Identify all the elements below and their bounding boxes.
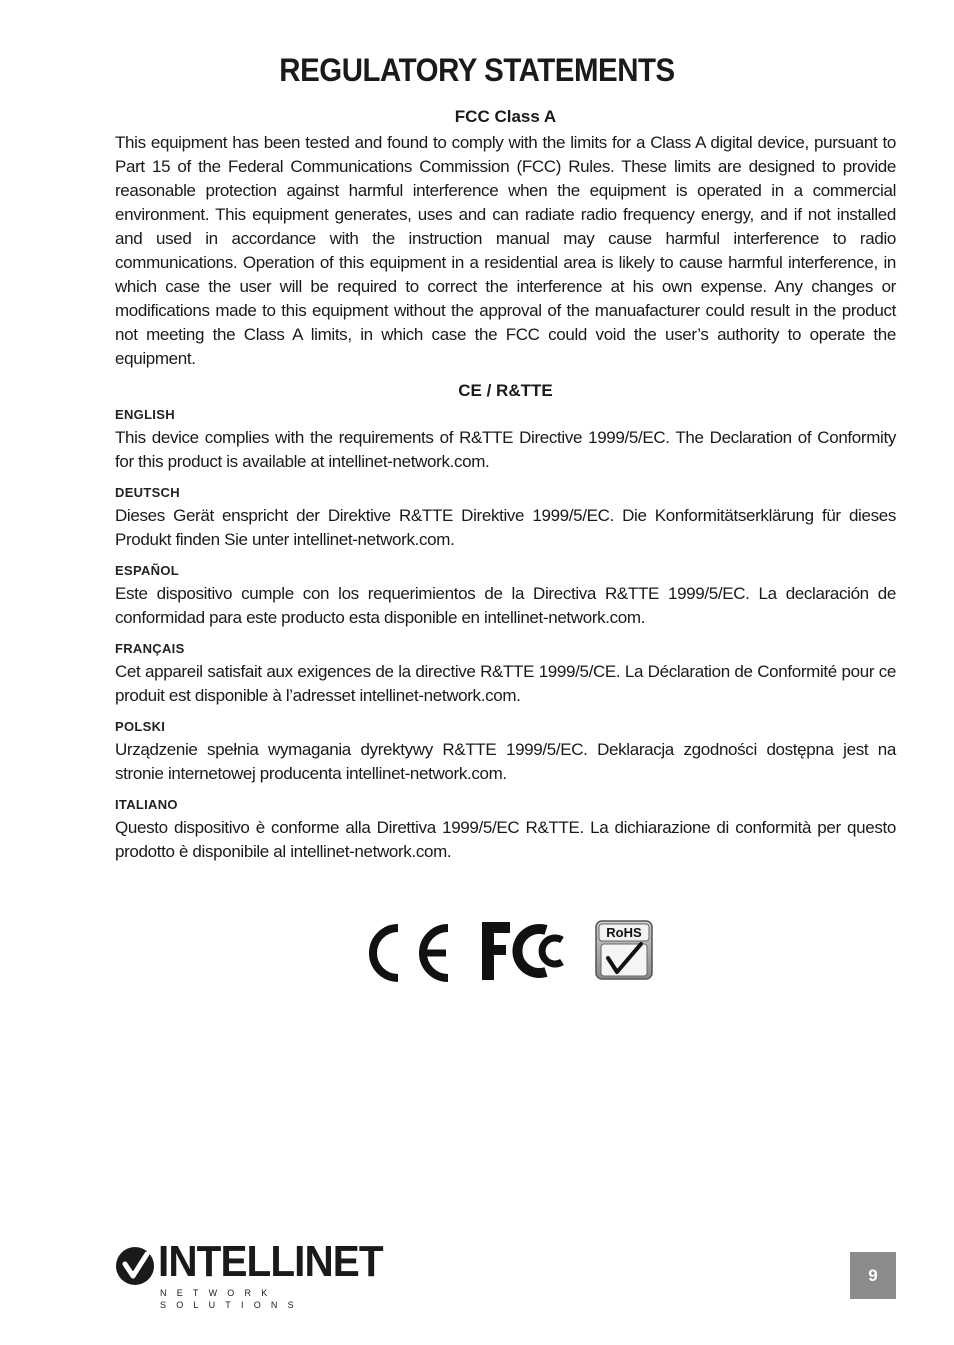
intellinet-logo [115,1237,400,1310]
lang-block-english [115,405,896,474]
ce-section [115,380,896,864]
lang-statement: Este dispositivo cumple con los requerimientos de la Directiva R&TTE 1999/5/EC. La declaración de conformidad para este producto esta disponible en intellinet-network.com. [115,584,896,627]
main-content [115,106,896,873]
lang-block-italiano [115,795,896,864]
lang-statement: Dieses Gerät enspricht der Direktive R&TTE Direktive 1999/5/EC. Die Konformitätserklärung für dieses Produkt finden Sie unter intellinet-network.com. [115,506,896,549]
certification-logos [360,918,660,984]
ce-mark-icon [362,922,452,984]
fcc-section [115,106,896,371]
lang-label: FRANÇAIS [115,641,185,656]
lang-label: ESPAÑOL [115,563,179,578]
fcc-logo-icon [482,922,568,980]
brand-name: INTELLINET [158,1237,383,1286]
ce-heading: CE / R&TTE [458,381,553,400]
lang-statement: Cet appareil satisfait aux exigences de la directive R&TTE 1999/5/CE. La Déclaration de Conformité pour ce produit est disponible à l’adresset intellinet-network.com. [115,662,896,705]
fcc-statement: This equipment has been tested and found to comply with the limits for a Class A digital device, pursuant to Part 15 of the Federal Communications Commission (FCC) Rules. These limits are designed to provide reasonable protection against harmful interference when the equipment is operated in a commercial environment. This equipment generates, uses and can radiate radio frequency energy, and if not installed and used in accordance with the instruction manual may cause harmful interference to radio communications. Operation of this equipment in a residential area is likely to cause harmful interference, in which case the user will be required to correct the interference at his own expense. Any changes or modifications made to this equipment without the approval of the manuafacturer could result in the product not meeting the Class A limits, in which case the FCC could void the user’s authority to operate the equipment. [115,133,896,368]
rohs-label: RoHS [606,925,642,940]
page-title: REGULATORY STATEMENTS [279,52,675,88]
lang-block-francais [115,639,896,708]
lang-block-deutsch [115,483,896,552]
fcc-heading: FCC Class A [454,107,557,126]
brand-tagline: NETWORK SOLUTIONS [160,1288,304,1310]
page-number: 9 [850,1252,896,1299]
lang-block-polski [115,717,896,786]
lang-label: ITALIANO [115,797,178,812]
lang-label: ENGLISH [115,407,175,422]
lang-label: DEUTSCH [115,485,180,500]
lang-statement: Urządzenie spełnia wymagania dyrektywy R&TTE 1999/5/EC. Deklaracja zgodności dostępna jest na stronie internetowej producenta intellinet-network.com. [115,740,896,783]
lang-statement: This device complies with the requirements of R&TTE Directive 1999/5/EC. The Declaration of Conformity for this product is available at intellinet-network.com. [115,428,896,471]
lang-statement: Questo dispositivo è conforme alla Direttiva 1999/5/EC R&TTE. La dichiarazione di conformità per questo prodotto è disponibile al intellinet-network.com. [115,818,896,861]
rohs-check-icon [595,920,653,980]
intellinet-check-icon [115,1246,155,1286]
lang-block-espanol [115,561,896,630]
lang-label: POLSKI [115,719,166,734]
